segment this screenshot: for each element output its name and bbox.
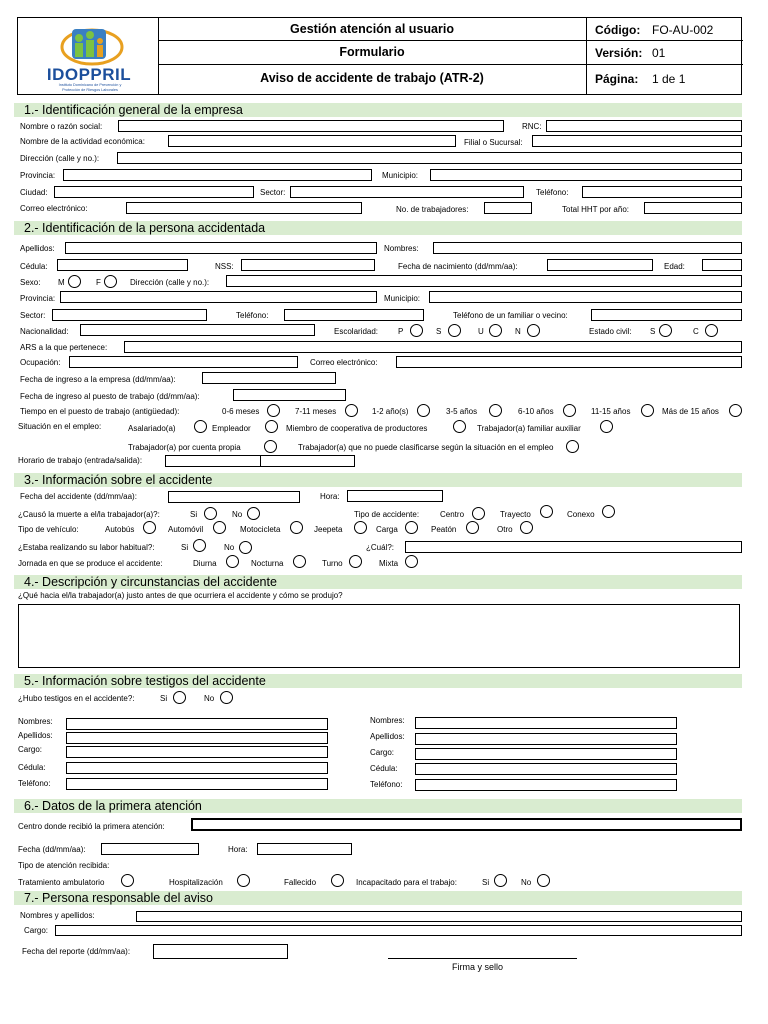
schooling-u-label: U bbox=[478, 327, 484, 336]
w2-names-label: Nombres: bbox=[370, 716, 405, 725]
divider bbox=[586, 18, 587, 94]
vehicle-1-label: Autobús bbox=[105, 525, 135, 534]
care-date-field[interactable] bbox=[101, 843, 199, 855]
section-5-heading: 5.- Información sobre testigos del accidente bbox=[14, 674, 742, 688]
vehicle-2-radio[interactable] bbox=[213, 521, 226, 534]
w1-id-label: Cédula: bbox=[18, 763, 46, 772]
w2-phone-label: Teléfono: bbox=[370, 780, 403, 789]
reporter-names-field[interactable] bbox=[136, 911, 742, 922]
shift-2-radio[interactable] bbox=[293, 555, 306, 568]
idoppril-logo bbox=[26, 21, 152, 93]
address-field[interactable] bbox=[117, 152, 742, 164]
divider bbox=[158, 40, 743, 41]
shift-4-label: Mixta bbox=[379, 559, 399, 568]
death-yes-radio[interactable] bbox=[204, 507, 217, 520]
filial-field[interactable] bbox=[532, 135, 742, 147]
care-2-label: Hospitalización bbox=[169, 878, 223, 887]
seniority-4-radio[interactable] bbox=[489, 404, 502, 417]
schedule-out-field[interactable] bbox=[260, 455, 355, 467]
vehicle-3-radio[interactable] bbox=[290, 521, 303, 534]
usual-no-label: No bbox=[224, 543, 235, 552]
reporter-names-label: Nombres y apellidos: bbox=[20, 911, 95, 920]
accident-time-label: Hora: bbox=[320, 492, 340, 501]
seniority-5-label: 6-10 años bbox=[518, 407, 554, 416]
logo-subtitle: Instituto Dominicano de Prevención y Protección de Riesgos Laborales bbox=[58, 83, 122, 92]
municipality-label: Municipio: bbox=[382, 171, 419, 180]
description-question: ¿Qué hacia el/la trabajador(a) justo antes de que ocurriera el accidente y cómo se produjo? bbox=[18, 591, 343, 600]
vehicle-6-radio[interactable] bbox=[466, 521, 479, 534]
person-sector-field[interactable] bbox=[52, 309, 207, 321]
accident-date-field[interactable] bbox=[168, 491, 300, 503]
section-3-heading: 3.- Información sobre el accidente bbox=[14, 473, 742, 487]
civil-s-radio[interactable] bbox=[659, 324, 672, 337]
ars-field[interactable] bbox=[124, 341, 742, 353]
shift-2-label: Nocturna bbox=[251, 559, 284, 568]
person-province-field[interactable] bbox=[60, 291, 377, 303]
schooling-label: Escolaridad: bbox=[334, 327, 379, 336]
vehicle-3-label: Motocicleta bbox=[240, 525, 281, 534]
workers-field[interactable] bbox=[484, 202, 532, 214]
seniority-3-radio[interactable] bbox=[417, 404, 430, 417]
care-time-field[interactable] bbox=[257, 843, 352, 855]
person-address-label: Dirección (calle y no.): bbox=[130, 278, 210, 287]
section-6-heading: 6.- Datos de la primera atención bbox=[14, 799, 742, 813]
nationality-field[interactable] bbox=[80, 324, 315, 336]
center-field[interactable] bbox=[191, 818, 742, 831]
w2-surnames-field[interactable] bbox=[415, 733, 677, 745]
rnc-field[interactable] bbox=[546, 120, 742, 132]
names-label: Nombres: bbox=[384, 244, 419, 253]
vehicle-2-label: Automóvil bbox=[168, 525, 204, 534]
email-label: Correo electrónico: bbox=[20, 204, 88, 213]
w1-phone-field[interactable] bbox=[66, 778, 328, 790]
w2-post-field[interactable] bbox=[415, 748, 677, 760]
schedule-in-field[interactable] bbox=[165, 455, 261, 467]
situation-5-radio[interactable] bbox=[264, 440, 277, 453]
occupation-field[interactable] bbox=[69, 356, 298, 368]
situation-6-radio[interactable] bbox=[566, 440, 579, 453]
reporter-post-label: Cargo: bbox=[24, 926, 49, 935]
usual-yes-radio[interactable] bbox=[193, 539, 206, 552]
accident-type-label: Tipo de accidente: bbox=[354, 510, 420, 519]
title-management: Gestión atención al usuario bbox=[290, 22, 454, 36]
which-field[interactable] bbox=[405, 541, 742, 553]
page-value: 1 de 1 bbox=[652, 72, 686, 86]
post-date-field[interactable] bbox=[233, 389, 346, 401]
shift-1-radio[interactable] bbox=[226, 555, 239, 568]
sex-f-label: F bbox=[96, 278, 101, 287]
vehicle-4-label: Jeepeta bbox=[314, 525, 343, 534]
shift-1-label: Diurna bbox=[193, 559, 217, 568]
person-email-label: Correo electrónico: bbox=[310, 358, 378, 367]
situation-6-label: Trabajador(a) que no puede clasificarse según la situación en el empleo bbox=[298, 443, 554, 452]
w1-id-field[interactable] bbox=[66, 762, 328, 774]
reporter-post-field[interactable] bbox=[55, 925, 742, 936]
situation-1-label: Asalariado(a) bbox=[128, 424, 176, 433]
schooling-n-label: N bbox=[515, 327, 521, 336]
civil-status-label: Estado civil: bbox=[589, 327, 632, 336]
family-shield-icon bbox=[26, 21, 152, 67]
code-value: FO-AU-002 bbox=[652, 23, 714, 37]
schooling-p-radio[interactable] bbox=[410, 324, 423, 337]
vehicle-7-label: Otro bbox=[497, 525, 513, 534]
section-7-heading: 7.- Persona responsable del aviso bbox=[14, 891, 742, 905]
w2-phone-field[interactable] bbox=[415, 779, 677, 791]
civil-c-radio[interactable] bbox=[705, 324, 718, 337]
person-phone-label: Teléfono: bbox=[236, 311, 269, 320]
family-phone-field[interactable] bbox=[591, 309, 742, 321]
code-label: Código: bbox=[595, 23, 641, 37]
care-date-label: Fecha (dd/mm/aa): bbox=[18, 845, 86, 854]
care-yes-radio[interactable] bbox=[494, 874, 507, 887]
w1-names-label: Nombres: bbox=[18, 717, 53, 726]
company-name-label: Nombre o razón social: bbox=[20, 122, 103, 131]
description-textarea[interactable] bbox=[18, 604, 740, 668]
title-document: Aviso de accidente de trabajo (ATR-2) bbox=[260, 71, 484, 85]
situation-5-label: Trabajador(a) por cuenta propia bbox=[128, 443, 241, 452]
type-trayecto-label: Trayecto bbox=[500, 510, 531, 519]
witnesses-question: ¿Hubo testigos en el accidente?: bbox=[18, 694, 135, 703]
care-yes-label: Si bbox=[482, 878, 490, 887]
schooling-u-radio[interactable] bbox=[489, 324, 502, 337]
ars-label: ARS a la que pertenece: bbox=[20, 343, 108, 352]
w2-surnames-label: Apellidos: bbox=[370, 732, 405, 741]
vehicle-4-radio[interactable] bbox=[354, 521, 367, 534]
seniority-4-label: 3-5 años bbox=[446, 407, 478, 416]
type-centro-radio[interactable] bbox=[472, 507, 485, 520]
person-sector-label: Sector: bbox=[20, 311, 46, 320]
seniority-7-radio[interactable] bbox=[729, 404, 742, 417]
birth-date-field[interactable] bbox=[547, 259, 653, 271]
sector-field[interactable] bbox=[290, 186, 524, 198]
shift-3-label: Turno bbox=[322, 559, 343, 568]
w1-surnames-label: Apellidos: bbox=[18, 731, 53, 740]
seniority-2-radio[interactable] bbox=[345, 404, 358, 417]
seniority-1-radio[interactable] bbox=[267, 404, 280, 417]
person-municipality-label: Municipio: bbox=[384, 294, 421, 303]
shift-3-radio[interactable] bbox=[349, 555, 362, 568]
id-label: Cédula: bbox=[20, 262, 48, 271]
care-2-radio[interactable] bbox=[237, 874, 250, 887]
surnames-field[interactable] bbox=[65, 242, 377, 254]
surnames-label: Apellidos: bbox=[20, 244, 55, 253]
type-conexo-radio[interactable] bbox=[602, 505, 615, 518]
sector-label: Sector: bbox=[260, 188, 286, 197]
vehicle-6-label: Peatón bbox=[431, 525, 457, 534]
shift-label: Jornada en que se produce el accidente: bbox=[18, 559, 163, 568]
situation-2-label: Empleador bbox=[212, 424, 251, 433]
w2-id-label: Cédula: bbox=[370, 764, 398, 773]
w1-post-label: Cargo: bbox=[18, 745, 43, 754]
section-2-heading: 2.- Identificación de la persona accidentada bbox=[14, 221, 742, 235]
accident-date-label: Fecha del accidente (dd/mm/aa): bbox=[20, 492, 137, 501]
care-type-label: Tipo de atención recibida: bbox=[18, 861, 110, 870]
seniority-7-label: Más de 15 años bbox=[662, 407, 719, 416]
seniority-2-label: 7-11 meses bbox=[295, 407, 337, 416]
type-centro-label: Centro bbox=[440, 510, 465, 519]
phone-label: Teléfono: bbox=[536, 188, 569, 197]
id-field[interactable] bbox=[57, 259, 188, 271]
situation-4-label: Trabajador(a) familiar auxiliar bbox=[477, 424, 581, 433]
care-4-label: Incapacitado para el trabajo: bbox=[356, 878, 457, 887]
civil-s-label: S bbox=[650, 327, 656, 336]
email-field[interactable] bbox=[126, 202, 362, 214]
which-label: ¿Cuál?: bbox=[366, 543, 395, 552]
version-label: Versión: bbox=[595, 46, 643, 60]
rnc-label: RNC: bbox=[522, 122, 542, 131]
signature-label: Firma y sello bbox=[452, 962, 504, 972]
sex-f-radio[interactable] bbox=[104, 275, 117, 288]
logo-text: IDOPPRIL bbox=[46, 65, 132, 84]
company-date-field[interactable] bbox=[202, 372, 336, 384]
usual-task-label: ¿Estaba realizando su labor habitual?: bbox=[18, 543, 155, 552]
section-1-heading: 1.- Identificación general de la empresa bbox=[14, 103, 742, 117]
form-header bbox=[17, 17, 742, 95]
schooling-s-radio[interactable] bbox=[448, 324, 461, 337]
nationality-label: Nacionalidad: bbox=[20, 327, 69, 336]
death-no-label: No bbox=[232, 510, 243, 519]
situation-4-radio[interactable] bbox=[600, 420, 613, 433]
w2-names-field[interactable] bbox=[415, 717, 677, 729]
witnesses-yes-radio[interactable] bbox=[173, 691, 186, 704]
vehicle-5-radio[interactable] bbox=[405, 521, 418, 534]
witnesses-no-radio[interactable] bbox=[220, 691, 233, 704]
situation-label: Situación en el empleo: bbox=[18, 422, 102, 431]
phone-field[interactable] bbox=[582, 186, 742, 198]
w1-post-field[interactable] bbox=[66, 746, 328, 758]
witnesses-yes-label: Si bbox=[160, 694, 168, 703]
care-time-label: Hora: bbox=[228, 845, 248, 854]
care-no-radio[interactable] bbox=[537, 874, 550, 887]
w2-id-field[interactable] bbox=[415, 763, 677, 775]
seniority-1-label: 0-6 meses bbox=[222, 407, 260, 416]
signature-line[interactable] bbox=[388, 958, 577, 959]
w1-surnames-field[interactable] bbox=[66, 732, 328, 744]
activity-label: Nombre de la actividad económica: bbox=[20, 137, 145, 146]
company-name-field[interactable] bbox=[118, 120, 504, 132]
address-label: Dirección (calle y no.): bbox=[20, 154, 100, 163]
sex-m-radio[interactable] bbox=[68, 275, 81, 288]
person-phone-field[interactable] bbox=[284, 309, 424, 321]
age-label: Edad: bbox=[664, 262, 685, 271]
occupation-label: Ocupación: bbox=[20, 358, 61, 367]
vehicle-7-radio[interactable] bbox=[520, 521, 533, 534]
province-label: Provincia: bbox=[20, 171, 56, 180]
shift-4-radio[interactable] bbox=[405, 555, 418, 568]
activity-field[interactable] bbox=[168, 135, 456, 147]
death-yes-label: Si bbox=[190, 510, 198, 519]
filial-label: Filial o Sucursal: bbox=[464, 138, 523, 147]
death-no-radio[interactable] bbox=[247, 507, 260, 520]
section-4-heading: 4.- Descripción y circunstancias del accidente bbox=[14, 575, 742, 589]
hht-field[interactable] bbox=[644, 202, 742, 214]
care-3-radio[interactable] bbox=[331, 874, 344, 887]
city-field[interactable] bbox=[54, 186, 254, 198]
usual-yes-label: Si bbox=[181, 543, 189, 552]
situation-1-radio[interactable] bbox=[194, 420, 207, 433]
sex-m-label: M bbox=[58, 278, 65, 287]
person-province-label: Provincia: bbox=[20, 294, 56, 303]
province-field[interactable] bbox=[63, 169, 372, 181]
care-3-label: Fallecido bbox=[284, 878, 317, 887]
situation-3-radio[interactable] bbox=[453, 420, 466, 433]
schooling-s-label: S bbox=[436, 327, 442, 336]
seniority-5-radio[interactable] bbox=[563, 404, 576, 417]
care-1-radio[interactable] bbox=[121, 874, 134, 887]
vehicle-1-radio[interactable] bbox=[143, 521, 156, 534]
post-date-label: Fecha de ingreso al puesto de trabajo (dd/mm/aa): bbox=[20, 392, 200, 401]
vehicle-label: Tipo de vehículo: bbox=[18, 525, 79, 534]
accident-time-field[interactable] bbox=[347, 490, 443, 502]
schooling-p-label: P bbox=[398, 327, 404, 336]
situation-2-radio[interactable] bbox=[265, 420, 278, 433]
nss-label: NSS: bbox=[215, 262, 234, 271]
seniority-label: Tiempo en el puesto de trabajo (antigüedad): bbox=[20, 407, 180, 416]
witnesses-no-label: No bbox=[204, 694, 215, 703]
care-1-label: Tratamiento ambulatorio bbox=[18, 878, 105, 887]
municipality-field[interactable] bbox=[430, 169, 742, 181]
person-email-field[interactable] bbox=[396, 356, 742, 368]
report-date-label: Fecha del reporte (dd/mm/aa): bbox=[22, 947, 131, 956]
city-label: Ciudad: bbox=[20, 188, 48, 197]
nss-field[interactable] bbox=[241, 259, 375, 271]
usual-no-radio[interactable] bbox=[239, 541, 252, 554]
names-field[interactable] bbox=[433, 242, 742, 254]
sex-label: Sexo: bbox=[20, 278, 41, 287]
seniority-3-label: 1-2 año(s) bbox=[372, 407, 409, 416]
title-form: Formulario bbox=[339, 45, 405, 59]
w1-phone-label: Teléfono: bbox=[18, 779, 51, 788]
vehicle-5-label: Carga bbox=[376, 525, 398, 534]
person-address-field[interactable] bbox=[226, 275, 742, 287]
hht-label: Total HHT por año: bbox=[562, 205, 629, 214]
report-date-field[interactable] bbox=[153, 944, 288, 959]
situation-3-label: Miembro de cooperativa de productores bbox=[286, 424, 428, 433]
center-label: Centro donde recibió la primera atención: bbox=[18, 822, 165, 831]
version-value: 01 bbox=[652, 46, 666, 60]
seniority-6-label: 11-15 años bbox=[591, 407, 631, 416]
birth-date-label: Fecha de nacimiento (dd/mm/aa): bbox=[398, 262, 518, 271]
schooling-n-radio[interactable] bbox=[527, 324, 540, 337]
care-no-label: No bbox=[521, 878, 532, 887]
workers-label: No. de trabajadores: bbox=[396, 205, 469, 214]
w1-names-field[interactable] bbox=[66, 718, 328, 730]
company-date-label: Fecha de ingreso a la empresa (dd/mm/aa): bbox=[20, 375, 176, 384]
type-trayecto-radio[interactable] bbox=[540, 505, 553, 518]
page-label: Página: bbox=[595, 72, 639, 86]
death-label: ¿Causó la muerte a el/la trabajador(a)?: bbox=[18, 510, 160, 519]
w2-post-label: Cargo: bbox=[370, 748, 395, 757]
schedule-label: Horario de trabajo (entrada/salida): bbox=[18, 456, 143, 465]
civil-c-label: C bbox=[693, 327, 699, 336]
divider bbox=[158, 64, 743, 65]
age-field[interactable] bbox=[702, 259, 742, 271]
family-phone-label: Teléfono de un familiar o vecino: bbox=[453, 311, 568, 320]
seniority-6-radio[interactable] bbox=[641, 404, 654, 417]
type-conexo-label: Conexo bbox=[567, 510, 595, 519]
person-municipality-field[interactable] bbox=[429, 291, 742, 303]
